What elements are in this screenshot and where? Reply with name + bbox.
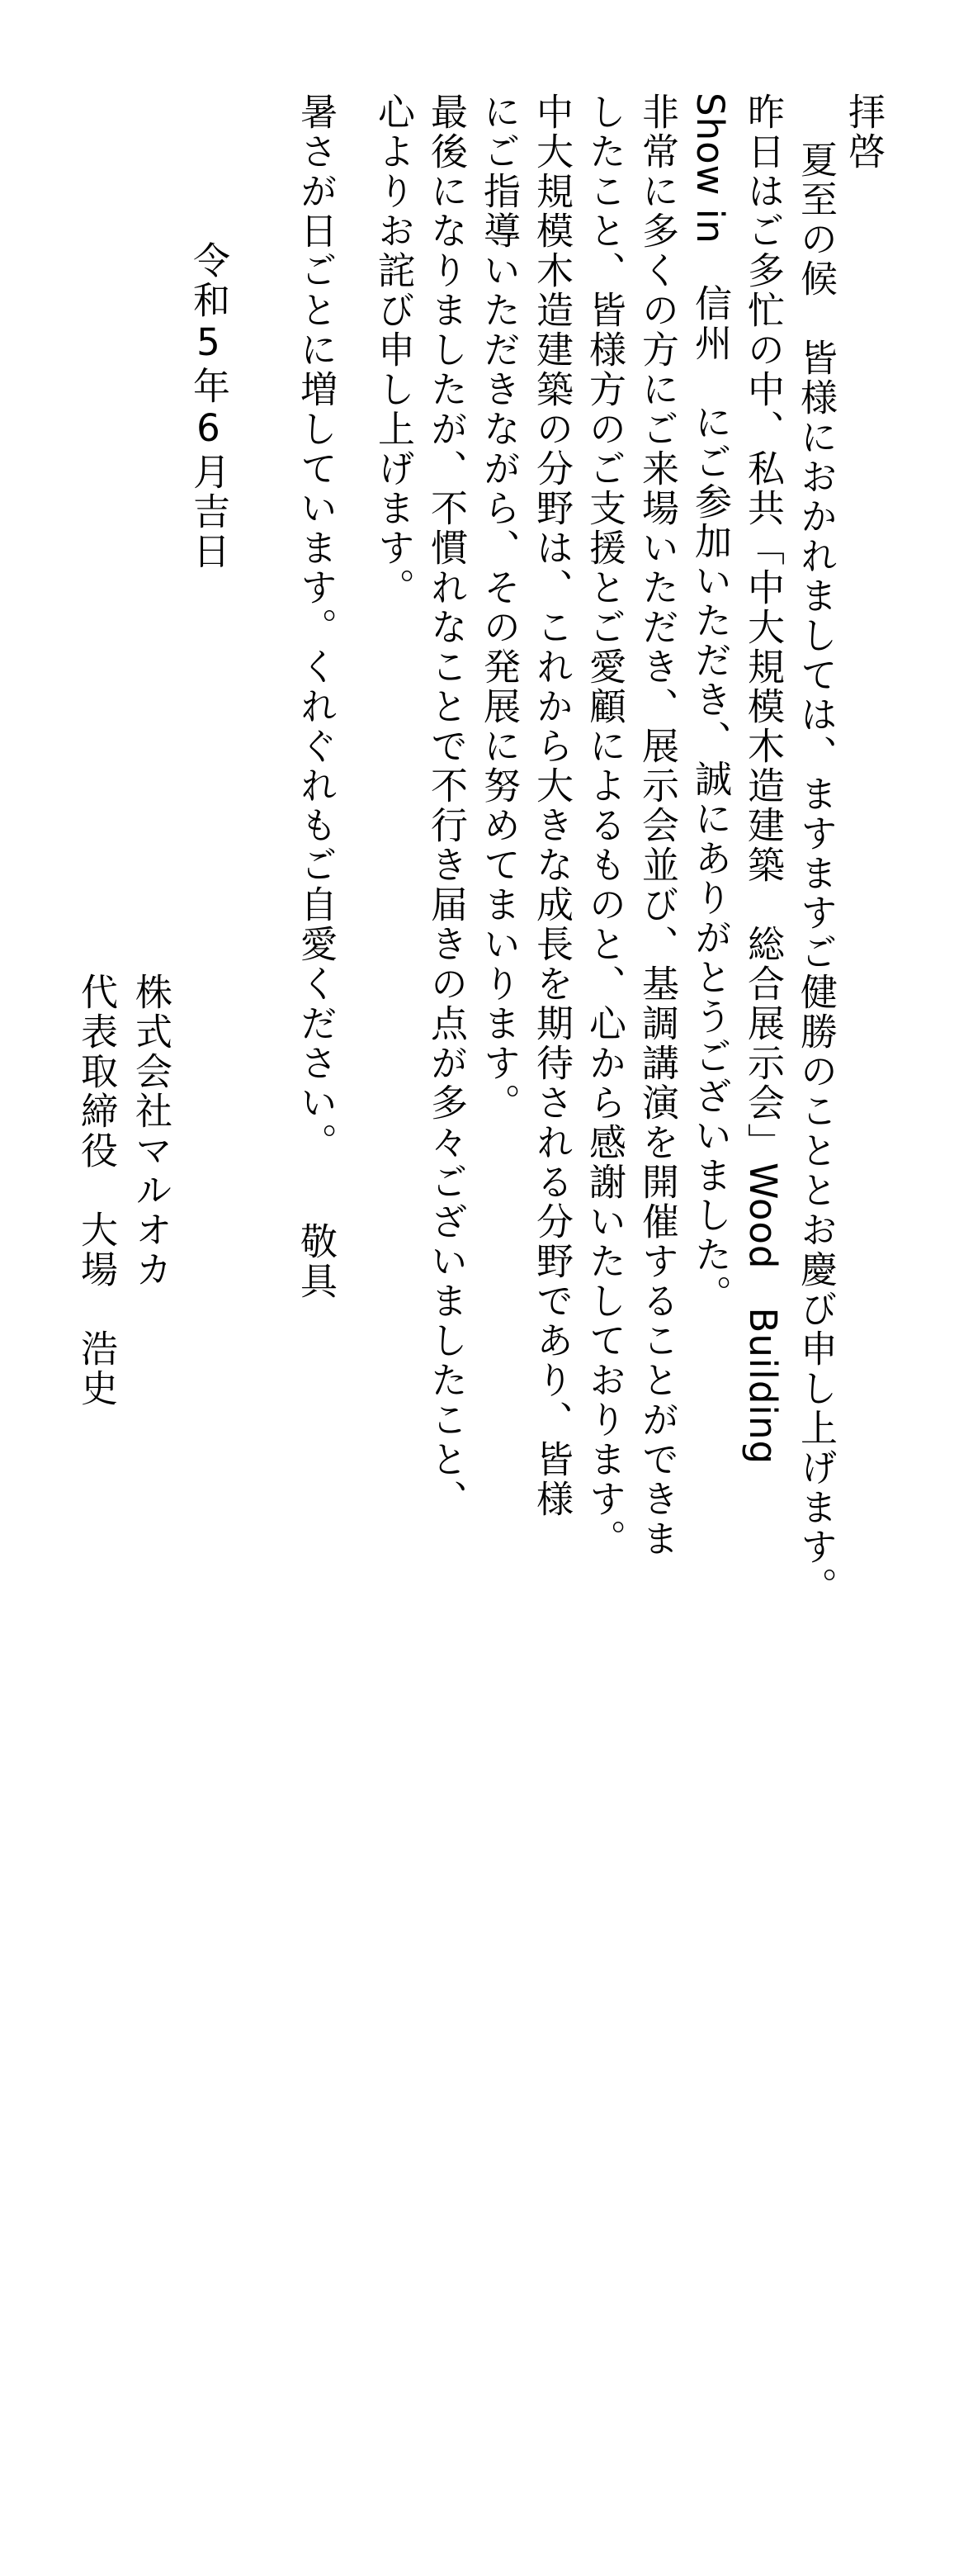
letter-line-2-japanese: 昨日はご多忙の中、私共「中大規模木造建築 総合展示会」: [741, 92, 785, 1163]
letter-line-9: 心よりお詫び申し上げます。: [371, 92, 415, 608]
letter-line-2: [738, 92, 787, 1466]
closing-text: 敬具: [294, 1222, 338, 1301]
letter-line-3-latin: Show in: [688, 92, 732, 244]
letter-line-6: 中大規模木造建築の分野は、これから大きな成長を期待される分野であり、皆様: [530, 92, 574, 1519]
letter-line-8: 最後になりましたが、不慣れなことで不行き届きの点が多々ございましたこと、: [424, 92, 468, 1519]
letter-date: 令和5年6月吉日: [187, 241, 230, 571]
letter-line-7: にご指導いただきながら、その発展に努めてまいります。: [477, 92, 521, 1123]
greeting-text: 拝啓: [842, 92, 886, 172]
letter-line-10: 暑さが日ごとに増しています。くれぐれもご自愛ください。: [294, 92, 338, 1163]
letter-line-2-latin: Wood Building: [741, 1163, 785, 1466]
letter-line-3: [685, 92, 734, 1447]
letter-line-5: したこと、皆様方のご支援とご愛顧によるものと、心から感謝いたしております。: [583, 92, 626, 1559]
letter-line-4: 非常に多くの方にご来場いただき、展示会並び、基調講演を開催することができま: [635, 92, 679, 1559]
letter-line-1: 夏至の候 皆様におかれましては、ますますご健勝のこととお慶び申し上げます。: [794, 140, 838, 1607]
company-name: 株式会社マルオカ: [129, 973, 172, 1290]
letter-line-3-japanese: 信州 にご参加いただき、誠にありがとうございました。: [688, 244, 732, 1314]
representative-name: 代表取締役 大場 浩史: [74, 973, 118, 1409]
